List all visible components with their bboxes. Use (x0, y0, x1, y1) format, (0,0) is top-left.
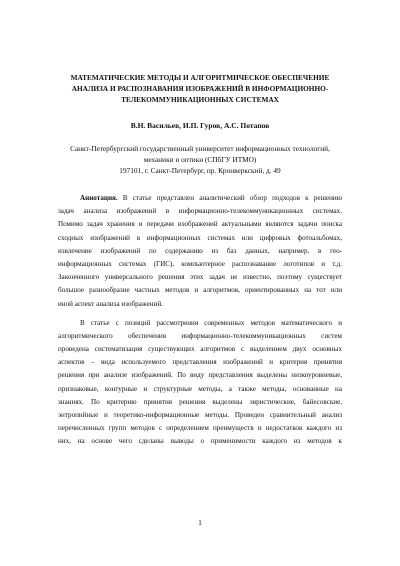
body-line: них, на основе чего сделаны выводы о применимости каждого из методов к (58, 437, 342, 446)
abstract-line: информационных системах (ГИС), компьютерное распознавание логотипов и т.д. (58, 259, 342, 268)
body-line: решения при анализе изображений. По виду представления выделены низкоуровневые, (58, 371, 342, 380)
abstract-line: большое разнообразие частных методов и алгоритмов, ориентированных на тот или (58, 286, 342, 295)
body-paragraph (58, 317, 342, 449)
abstract-line: Законченного универсального решения этих задач не известно, поэтому существует (58, 273, 342, 282)
body-line: энтропийные и теоретико-информационные методы. Проведен сравнительный анализ (58, 411, 342, 419)
abstract-line: Помимо задач хранения и передачи изображений актуальными являются задачи поиска (58, 220, 342, 229)
abstract-text: В статье представлен аналитический обзор подходов к решению (117, 194, 342, 202)
title-line: АНАЛИЗА И РАСПОЗНАВАНИЯ ИЗОБРАЖЕНИЙ В ИНФОРМАЦИОННО- (71, 84, 329, 93)
body-line: проведена систематизация существующих алгоритмов с выделением двух основных (58, 345, 342, 354)
affiliation-line: механики и оптики (СПбГУ ИТМО) (143, 155, 257, 164)
authors: В.Н. Васильев, И.П. Гуров, А.С. Потапов (130, 121, 270, 130)
abstract-line: задач анализа изображений в информационно-телекоммуникационных системах. (58, 207, 342, 216)
paper-title (58, 72, 342, 105)
abstract-line: иной аспект анализа изображений. (58, 299, 163, 308)
body-line: аспектов – вида используемого представления изображений и критерия принятия (58, 358, 342, 367)
title-line: МАТЕМАТИЧЕСКИЕ МЕТОДЫ И АЛГОРИТМИЧЕСКОЕ ОБЕСПЕЧЕНИЕ (70, 73, 330, 82)
abstract-line (58, 192, 342, 205)
abstract-paragraph (58, 192, 342, 311)
body-line: алгоритмического обеспечения информационно-телекоммуникационных систем (58, 331, 342, 340)
affiliation-line: 197101, г. Санкт-Петербург, пр. Кронверкский, д. 49 (119, 166, 281, 175)
title-line: ТЕЛЕКОММУНИКАЦИОННЫХ СИСТЕМАХ (121, 95, 279, 104)
affiliation (58, 143, 342, 176)
body-line: перечисленных групп методов с определением преимуществ и недостатков каждого из (58, 424, 342, 433)
body-line: В статье с позиций рассмотрения современных методов математического и (80, 318, 342, 327)
abstract-label: Аннотация. (80, 194, 118, 202)
abstract-line: сходных изображений в информационных системах или цифровых фотоальбомах, (58, 233, 342, 242)
body-line: признаковые, контурные и структурные методы, а также методы, основанные на (58, 384, 342, 393)
affiliation-line: Санкт-Петербургский государственный университет информационных технологий, (70, 144, 330, 153)
body-line: знаниях. По критерию принятия решения выделены эвристические, байесовские, (58, 397, 342, 406)
page-number: 1 (198, 518, 202, 527)
abstract-line: извлечение изображений по содержанию из баз данных, например, в гео- (58, 246, 342, 255)
